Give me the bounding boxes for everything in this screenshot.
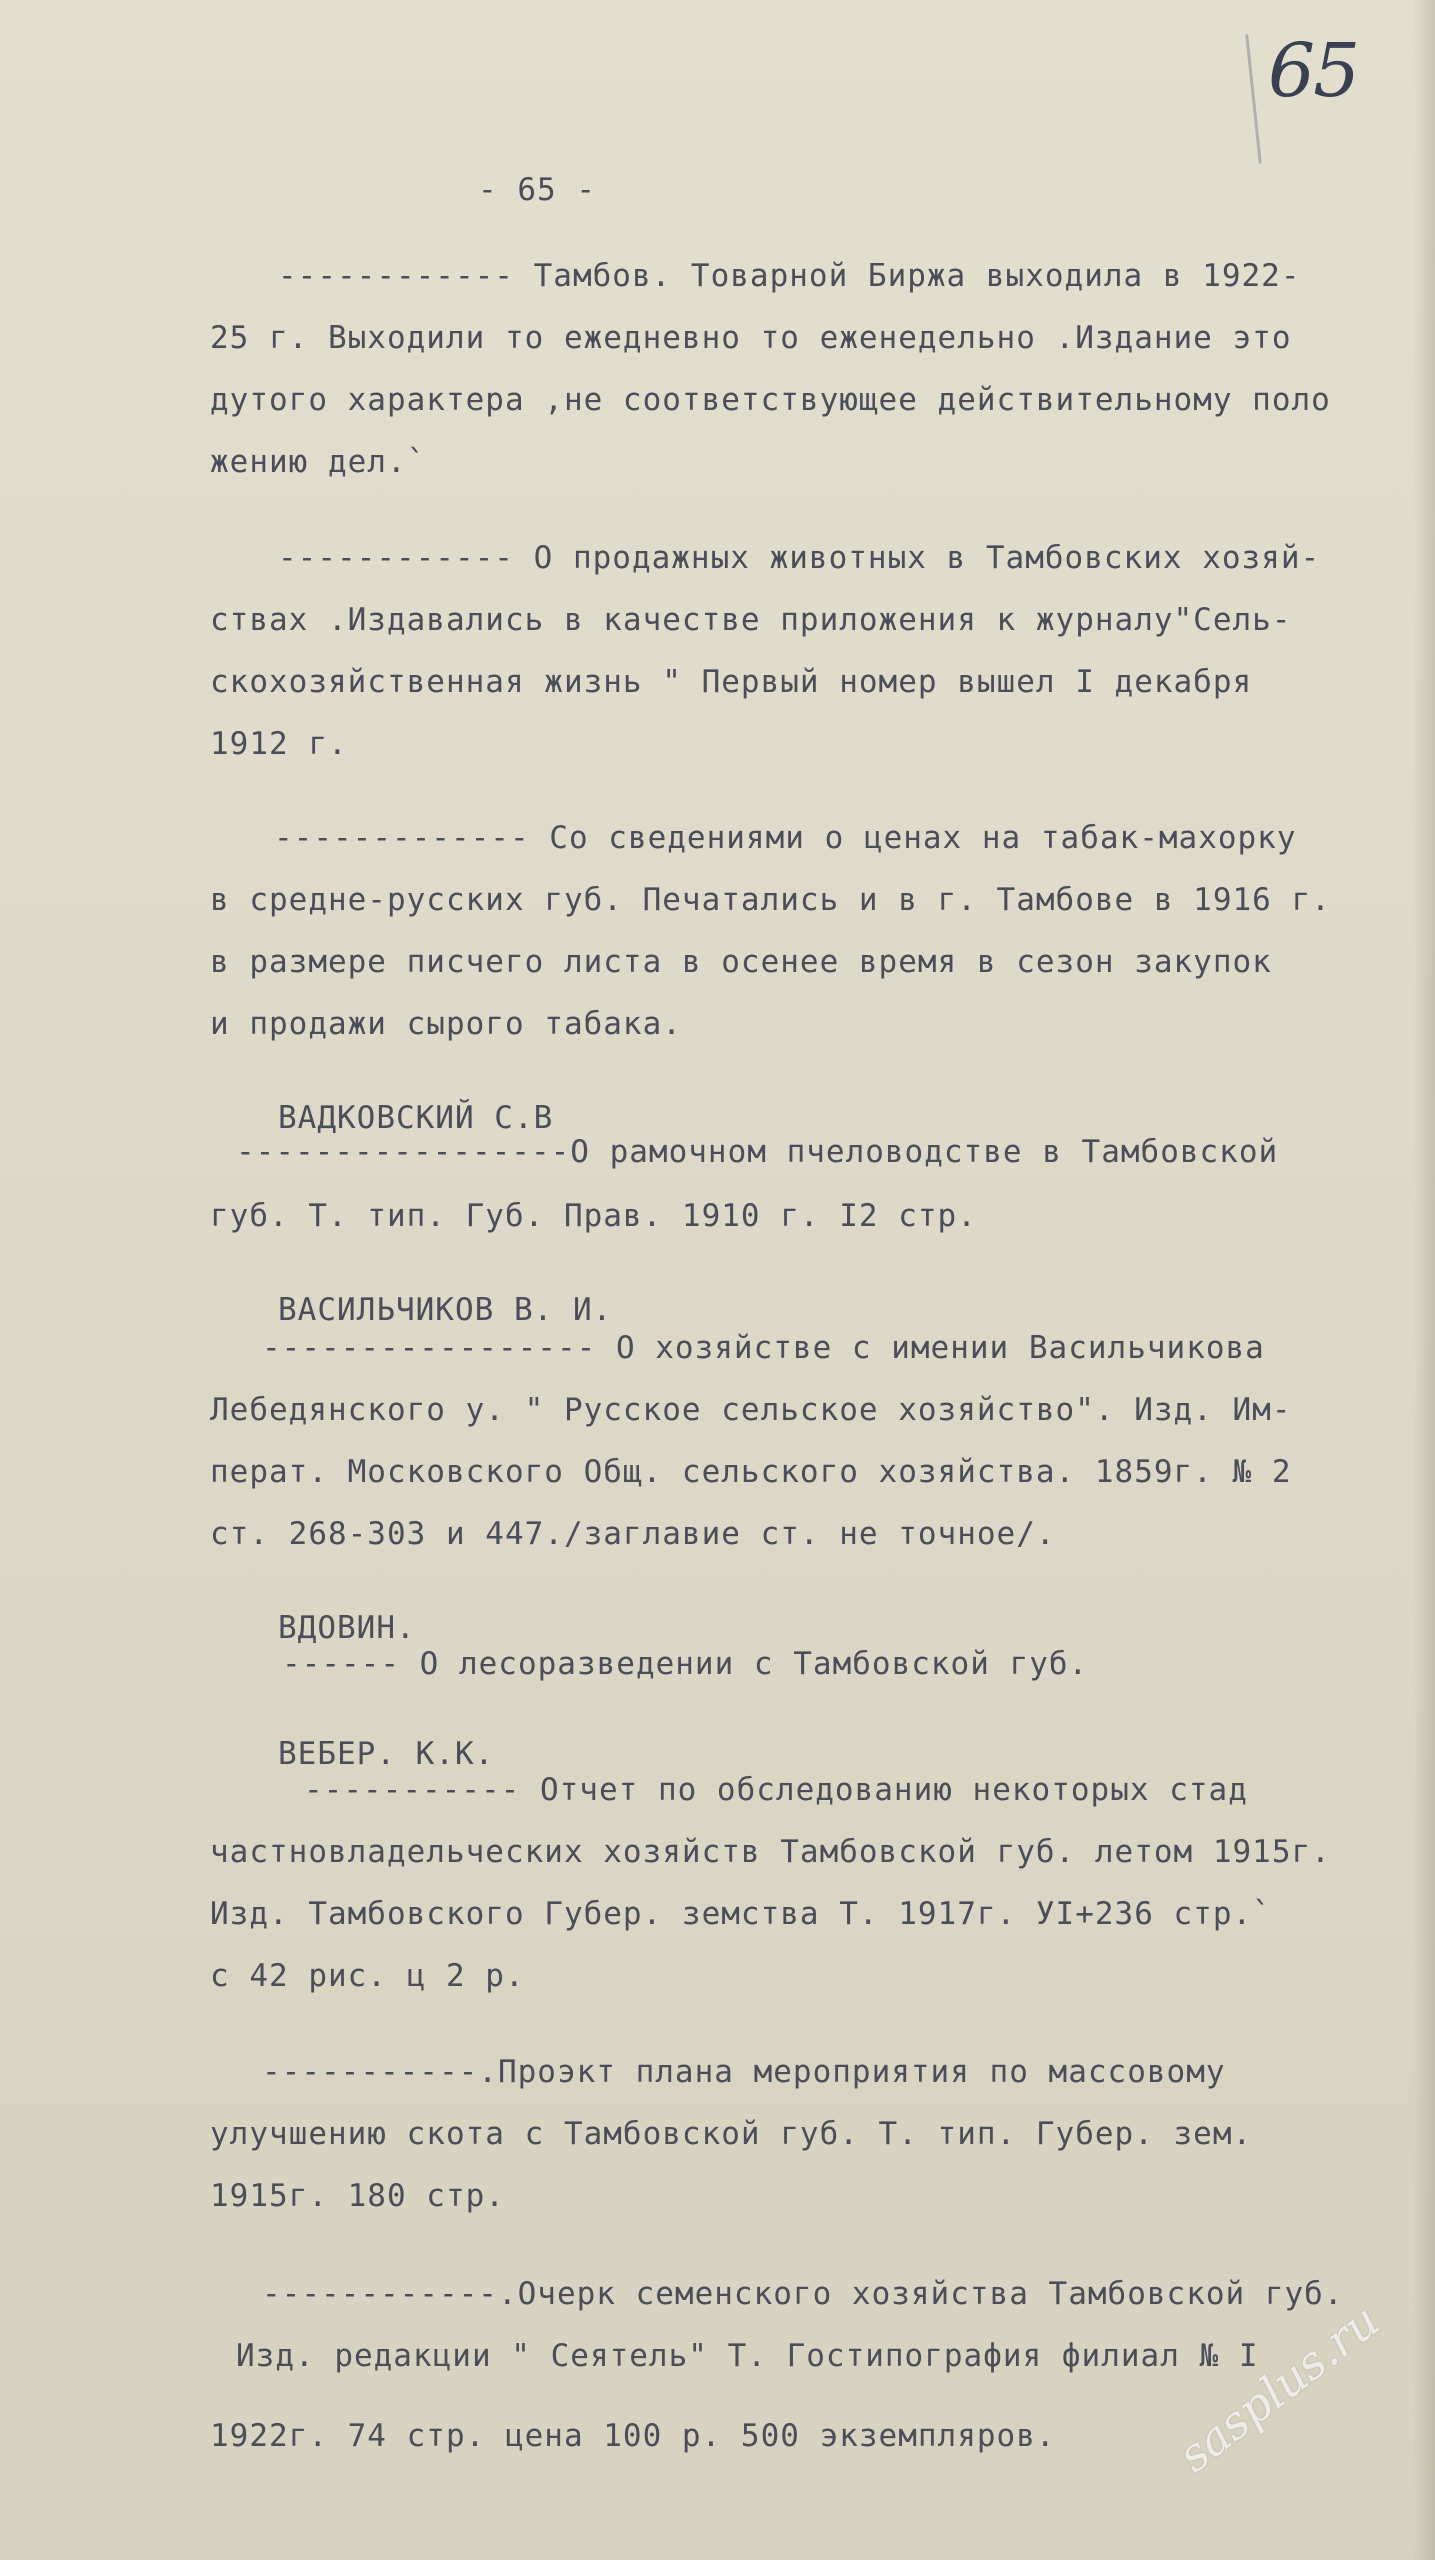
entry-line: губ. Т. тип. Губ. Прав. 1910 г. I2 стр. [210, 1198, 977, 1234]
entry-line: дутого характера ,не соответствующее действительному поло [210, 382, 1331, 418]
entry-line: 1915г. 180 стр. [210, 2178, 505, 2214]
entry-line: ------------ Тамбов. Товарной Биржа выходила в 1922- [278, 258, 1301, 294]
entry-line: ст. 268-303 и 447./заглавие ст. не точное/. [210, 1516, 1056, 1552]
author-heading: ВАДКОВСКИЙ С.В [278, 1100, 554, 1136]
archive-page-number: 65 [1268, 28, 1359, 114]
entry-line: ствах .Издавались в качестве приложения к журналу"Сель- [210, 602, 1292, 638]
entry-line: с 42 рис. ц 2 р. [210, 1958, 525, 1994]
entry-line: 25 г. Выходили то ежедневно то еженедельно .Издание это [210, 320, 1292, 356]
page-edge-shadow [1413, 0, 1435, 2560]
entry-line: в размере писчего листа в осенее время в сезон закупок [210, 944, 1272, 980]
entry-line: -----------------О рамочном пчеловодстве в Тамбовской [236, 1134, 1279, 1170]
author-heading: ВЕБЕР. К.К. [278, 1736, 495, 1772]
entry-line: Изд. Тамбовского Губер. земства Т. 1917г. УI+236 стр.` [210, 1896, 1272, 1932]
entry-line: и продажи сырого табака. [210, 1006, 682, 1042]
page-number: - 65 - [478, 172, 596, 208]
entry-line: ----------------- О хозяйстве с имении Васильчикова [262, 1330, 1265, 1366]
entry-line: ------------- Со сведениями о ценах на табак-махорку [274, 820, 1297, 856]
author-heading: ВАСИЛЬЧИКОВ В. И. [278, 1292, 613, 1328]
entry-line: 1912 г. [210, 726, 348, 762]
entry-line: -----------.Проэкт плана мероприятия по массовому [262, 2054, 1226, 2090]
watermark: sasplus.ru [1168, 2293, 1390, 2483]
entry-line: скохозяйственная жизнь " Первый номер вышел I декабря [210, 664, 1253, 700]
entry-line: Лебедянского у. " Русское сельское хозяйство". Изд. Им- [210, 1392, 1292, 1428]
entry-line: в средне-русских губ. Печатались и в г. Тамбове в 1916 г. [210, 882, 1331, 918]
entry-line: жению дел.` [210, 444, 427, 480]
entry-line: частновладельческих хозяйств Тамбовской губ. летом 1915г. [210, 1834, 1331, 1870]
entry-line: ------------.Очерк семенского хозяйства Тамбовской губ. [262, 2276, 1344, 2312]
entry-line: ------------ О продажных животных в Тамбовских хозяй- [278, 540, 1321, 576]
author-heading: ВДОВИН. [278, 1610, 416, 1646]
entry-line: ------ О лесоразведении с Тамбовской губ. [282, 1646, 1089, 1682]
entry-line: Изд. редакции " Сеятель" Т. Гостипография филиал № I [236, 2338, 1259, 2374]
entry-line: 1922г. 74 стр. цена 100 р. 500 экземпляров. [210, 2418, 1056, 2454]
entry-line: улучшению скота с Тамбовской губ. Т. тип. Губер. зем. [210, 2116, 1253, 2152]
entry-line: ----------- Отчет по обследованию некоторых стад [304, 1772, 1248, 1808]
entry-line: перат. Московского Общ. сельского хозяйства. 1859г. № 2 [210, 1454, 1292, 1490]
